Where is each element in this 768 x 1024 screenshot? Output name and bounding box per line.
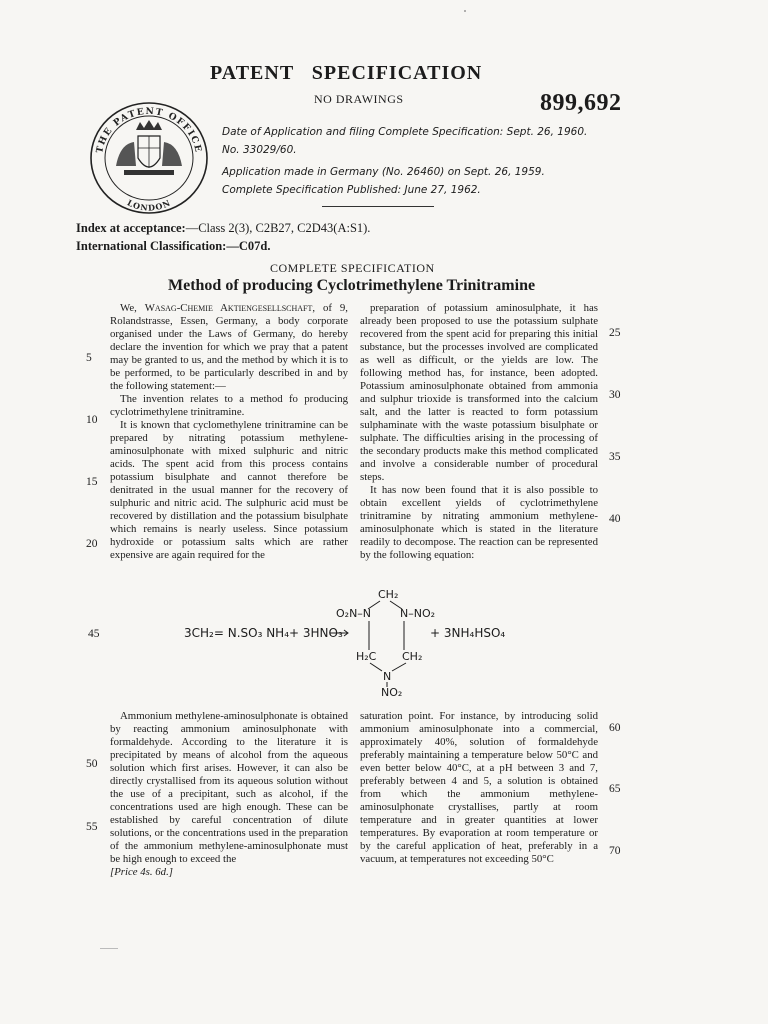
seal-text-top: THE PATENT OFFICE (95, 106, 203, 155)
reaction-equation (180, 588, 520, 698)
applicant-company: Wasag-Chemie Aktiengesellschaft (144, 302, 313, 314)
ring-ch2-right: CH₂ (402, 650, 423, 663)
ring-n-right: N–NO₂ (400, 607, 436, 620)
international-classification (76, 237, 370, 255)
ring-no2-bottom: NO₂ (381, 686, 403, 698)
line-number: 55 (86, 821, 98, 833)
line-number: 65 (609, 783, 621, 795)
scan-mark (100, 948, 118, 949)
line-number: 15 (86, 476, 98, 488)
application-number: No. 33029/60. (222, 144, 297, 156)
line-number: 5 (86, 352, 92, 364)
publication-date: Complete Specification Published: June 27, 1962. (222, 184, 481, 196)
paragraph: preparation of potassium aminosulphate, it has already been proposed to use the potassium sulphate recovered from the spent acid for preparing this initial substance, but the processes involved are complicated as well as difficult, or the yields are low. The following method has, for instance, been adopted. Potassium aminosulphonate obtained from ammonia and sulphur trioxide is transformed into the calcium salt, and the latter is reacted to form potassium sulphaminate with the waste potassium bisulphate or sulphate. The difficulties arising in the processing of the secondary products make this method complicated and involve a considerable number of procedural steps. (360, 302, 598, 483)
line-number: 20 (86, 538, 98, 550)
document-title: PATENT SPECIFICATION (210, 62, 483, 84)
line-number: 45 (88, 628, 100, 640)
seal-text-bottom: LONDON (125, 197, 173, 213)
index-acceptance-value: —Class 2(3), C2B27, C2D43(A:S1). (185, 221, 371, 235)
paragraph (110, 302, 348, 393)
ring-n-bottom: N (383, 670, 392, 683)
paragraph: Ammonium methylene-aminosulphonate is obtained by reacting ammonium aminosulphonate with formaldehyde. According to the literature it is precipitated by means of alcohol from the aqueous solution which first arises. However, it can also be directly crystallised from its aqueous solution without the use of a precipitant, such as alcohol, if the concentrations used are high enough. These can be established by careful concentration of dilute solutions, or the concentrations used in the preparation of the ammonium methylene-aminosulphonate must be high enough to exceed the (110, 710, 348, 865)
intl-class-value: —C07d. (226, 239, 271, 253)
index-block (76, 219, 370, 255)
header-divider (322, 206, 434, 207)
ring-h2c: H₂C (356, 650, 377, 663)
no-drawings-label: NO DRAWINGS (314, 92, 404, 106)
scan-speck (464, 10, 466, 12)
index-acceptance-label: Index at acceptance: (76, 221, 186, 235)
price-note: [Price 4s. 6d.] (110, 866, 173, 878)
application-date: Date of Application and filing Complete Specification: Sept. 26, 1960. (222, 126, 588, 138)
line-number: 40 (609, 513, 621, 525)
line-number: 25 (609, 327, 621, 339)
paragraph: It is known that cyclomethylene trinitramine can be prepared by nitrating potassium methylene-aminosulphonate with mixed sulphuric and nitric acids. The spent acid from this process contains potassium bisulphate and cannot therefore be denitrated in the usual manner for the recovery of sulphuric and nitric acid. The sulphuric acid must be recovered by distillation and the potassium bisulphate which remains is nearly useless. Since potassium hydroxide or potassium salts which are rather expensive are again required for the (110, 419, 348, 561)
line-number: 35 (609, 451, 621, 463)
germany-application: Application made in Germany (No. 26460) on Sept. 26, 1959. (222, 166, 545, 178)
line-number: 50 (86, 758, 98, 770)
text-column-2 (360, 302, 598, 562)
ring-ch2-top: CH₂ (378, 588, 399, 601)
paragraph: The invention relates to a method fo producing cyclotrimethylene trinitramine. (110, 393, 348, 418)
text-run: , of 9, Rolandstrasse, Essen, Germany, a body corporate organised under the Laws of Germany, do hereby declare the invention for which we pray that a patent may be granted to us, and the method by which it is to be performed, to be particularly described in and by the following statement:— (110, 302, 348, 392)
text-column-1 (110, 302, 348, 562)
line-number: 30 (609, 389, 621, 401)
equation-reactants: 3CH₂= N.SO₃ NH₄+ 3HNO₃ (184, 626, 343, 640)
complete-specification-heading: COMPLETE SPECIFICATION (270, 261, 435, 275)
text-column-4 (360, 710, 598, 866)
ring-n-left: O₂N–N (336, 607, 372, 620)
line-number: 70 (609, 845, 621, 857)
paragraph: It has now been found that it is also possible to obtain excellent yields of cyclotrimethylene trinitramine by nitrating ammonium methylene-aminosulphonate which is stated in the literature readily to decompose. The reaction can be represented by the following equation: (360, 484, 598, 561)
line-number: 60 (609, 722, 621, 734)
invention-title: Method of producing Cyclotrimethylene Trinitramine (168, 277, 536, 294)
patent-number: 899,692 (540, 90, 622, 116)
patent-office-seal (84, 96, 214, 220)
text-run: We, (120, 302, 145, 314)
text-column-3 (110, 710, 348, 879)
paragraph: saturation point. For instance, by introducing solid ammonium aminosulphonate into a commercial, approximately 40%, solution of formaldehyde preferably maintaining a temperature below 50°C and even better below 40°C, at a pH between 3 and 7, preferably between 4 and 5, a solution is obtained from which the ammonium methylene-aminosulphonate crystallises, partly at room temperature and in greater quantities at lower temperatures. By evaporation at room temperature or by the careful application of heat, preferably in a vacuum, at temperatures not exceeding 50°C (360, 710, 598, 865)
equation-products: + 3NH₄HSO₄ (430, 626, 506, 640)
index-acceptance (76, 219, 370, 237)
intl-class-label: International Classification: (76, 239, 227, 253)
application-metadata (222, 123, 587, 199)
line-number: 10 (86, 414, 98, 426)
